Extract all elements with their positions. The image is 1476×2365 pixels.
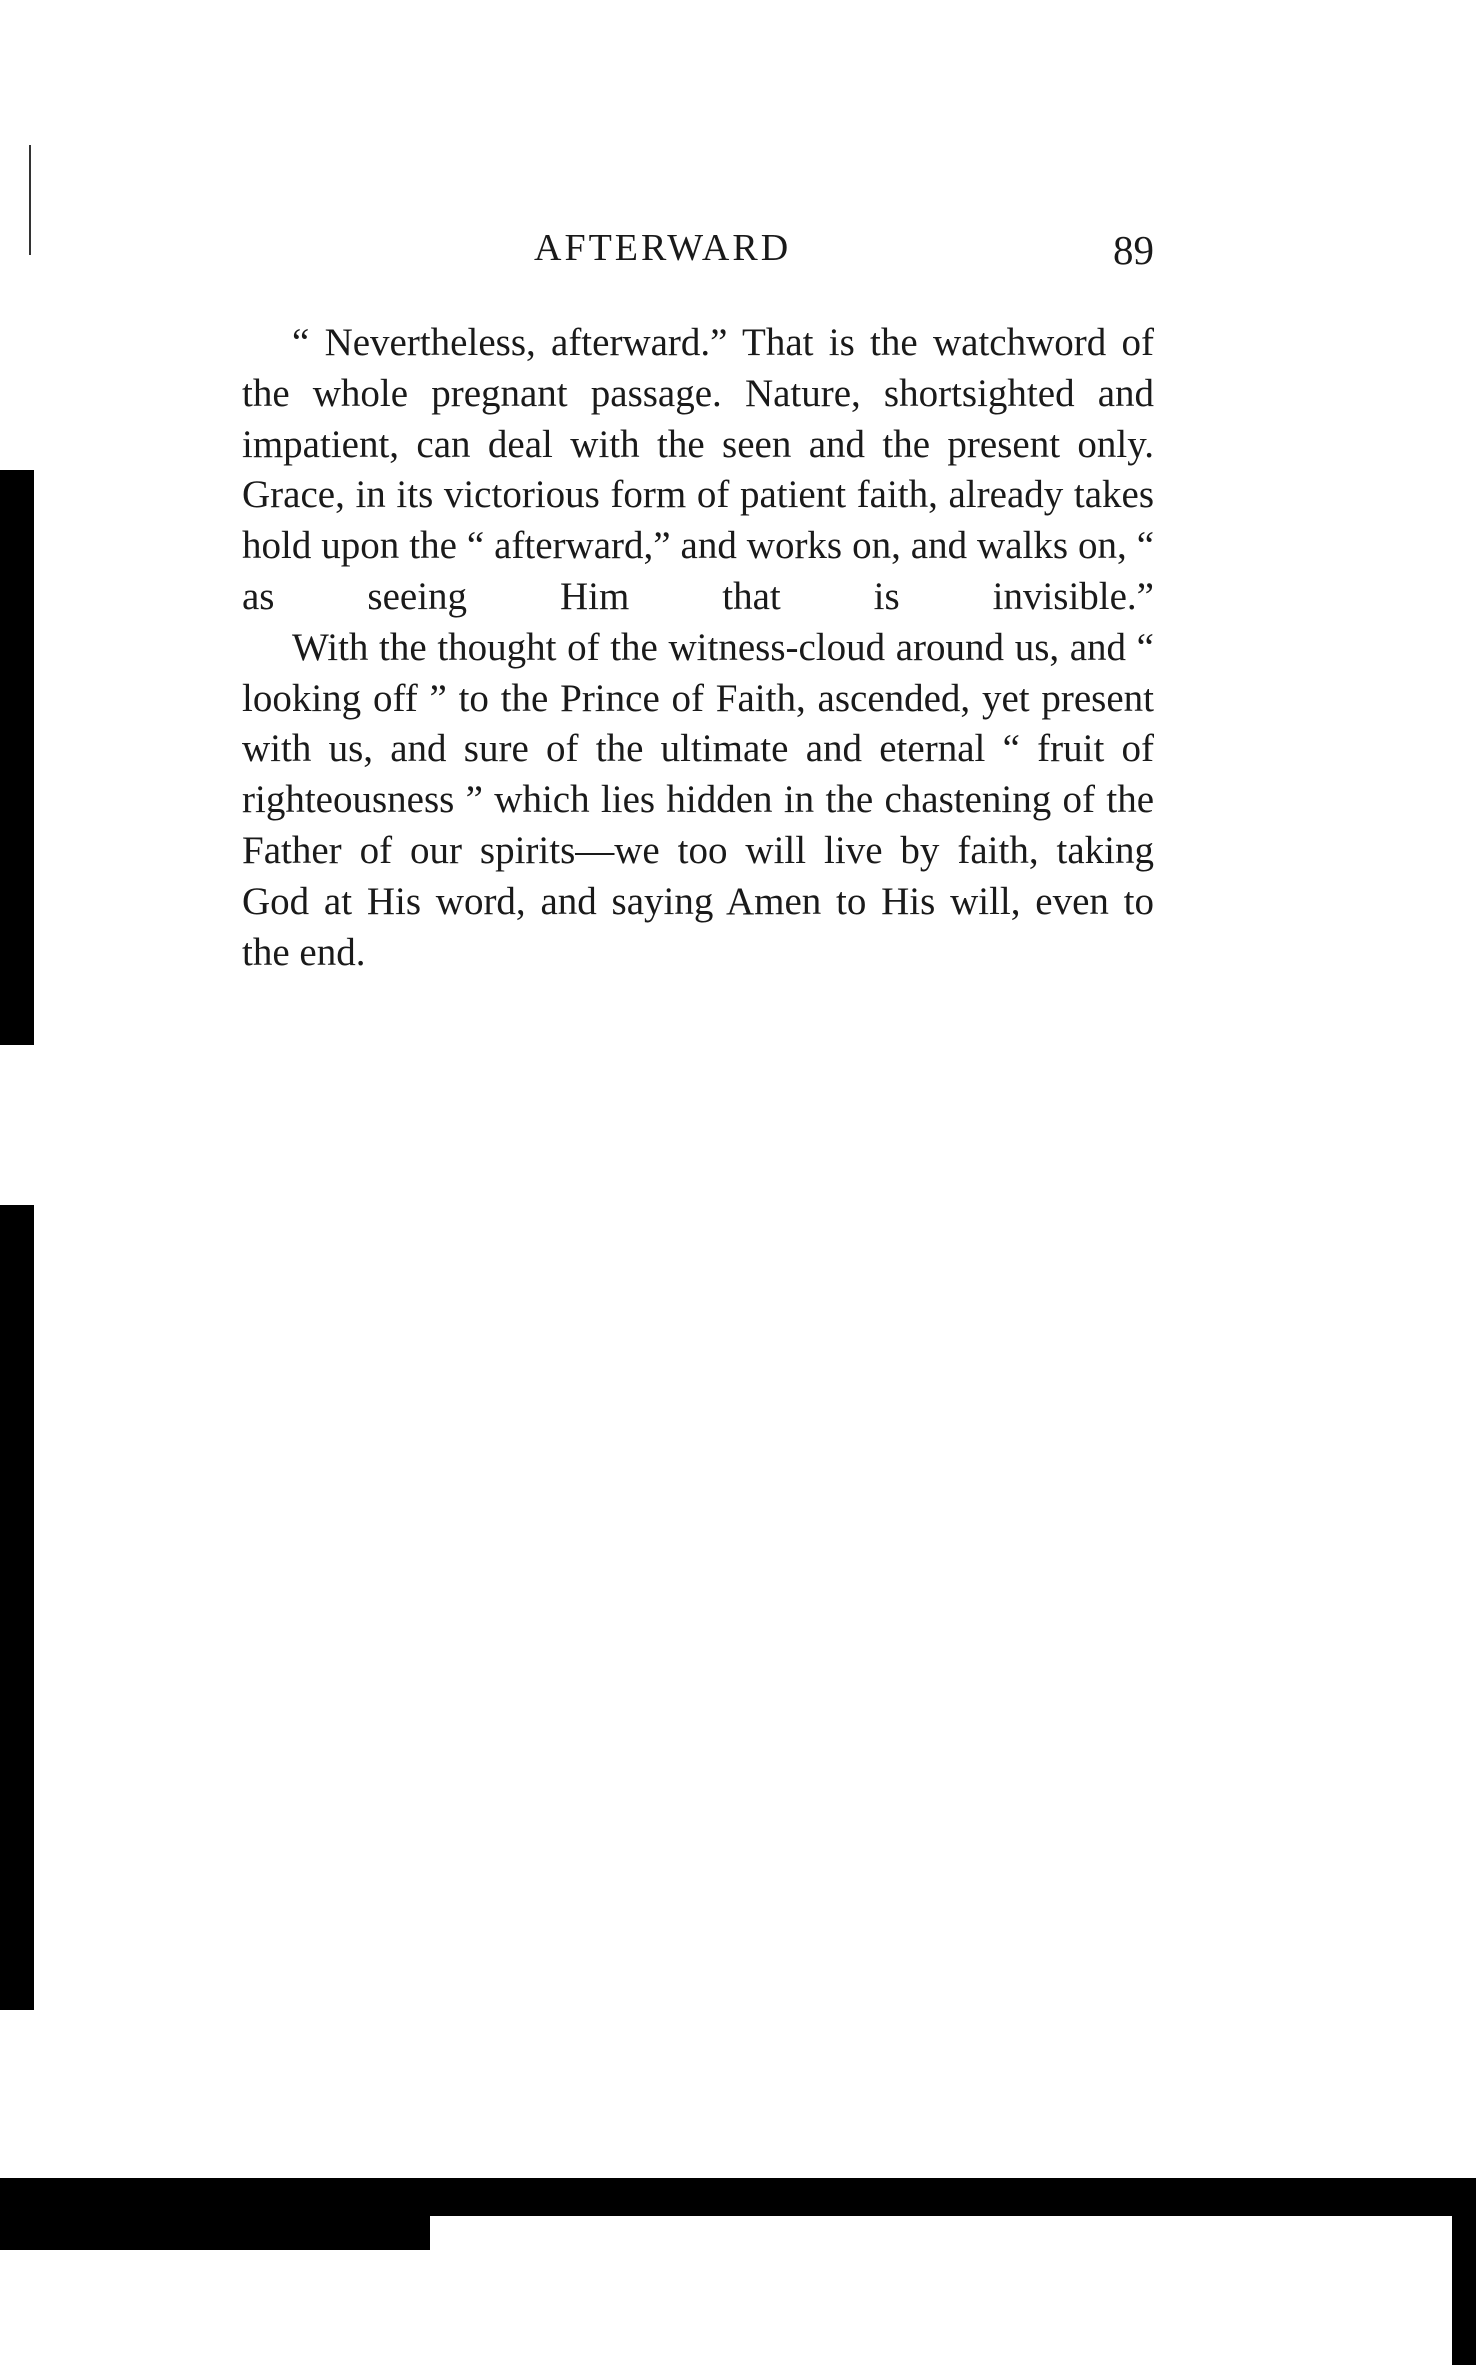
page-number: 89 — [1113, 227, 1154, 273]
binding-edge-shadow — [0, 470, 34, 2010]
paragraph — [242, 623, 1154, 979]
text-line: taking God at His word, and saying Amen to — [242, 828, 1155, 923]
scan-edge-bottom-left — [0, 2200, 430, 2250]
paragraph — [242, 318, 1154, 623]
text-line: His will, even to the end. — [242, 879, 1154, 974]
scan-edge-right — [1452, 2190, 1476, 2365]
text-line: with the seen and the present only. Grace, — [242, 422, 1154, 517]
text-line: ascended, yet present with us, and sure of the — [242, 676, 1155, 771]
text-line: in its victorious form of patient faith, already — [355, 473, 1064, 517]
text-line: us, and “ looking off ” to the Prince of Faith, — [242, 625, 1154, 720]
text-line: watchword of the whole pregnant passage. — [242, 321, 1155, 415]
binding-edge-line — [29, 145, 31, 255]
text-line: which lies hidden in the chastening of the — [494, 778, 1155, 822]
running-title: AFTERWARD — [534, 227, 792, 269]
text-line: takes hold upon the “ afterward,” and works on, — [242, 473, 1155, 568]
text-line: “ Nevertheless, afterward.” That is the — [292, 321, 918, 364]
text-line: Nature, shortsighted and impatient, can deal — [242, 371, 1155, 466]
text-line: and walks on, “ as seeing Him that is invisible.” — [242, 524, 1155, 618]
text-line: ultimate and eternal “ fruit of righteousness ” — [242, 727, 1155, 822]
text-line: With the thought of the witness-cloud around — [292, 625, 1005, 669]
binding-edge-gap — [0, 1045, 34, 1205]
body-text — [242, 318, 1154, 978]
running-head — [242, 222, 1154, 282]
text-line: Father of our spirits—we too will live by faith, — [242, 828, 1039, 872]
